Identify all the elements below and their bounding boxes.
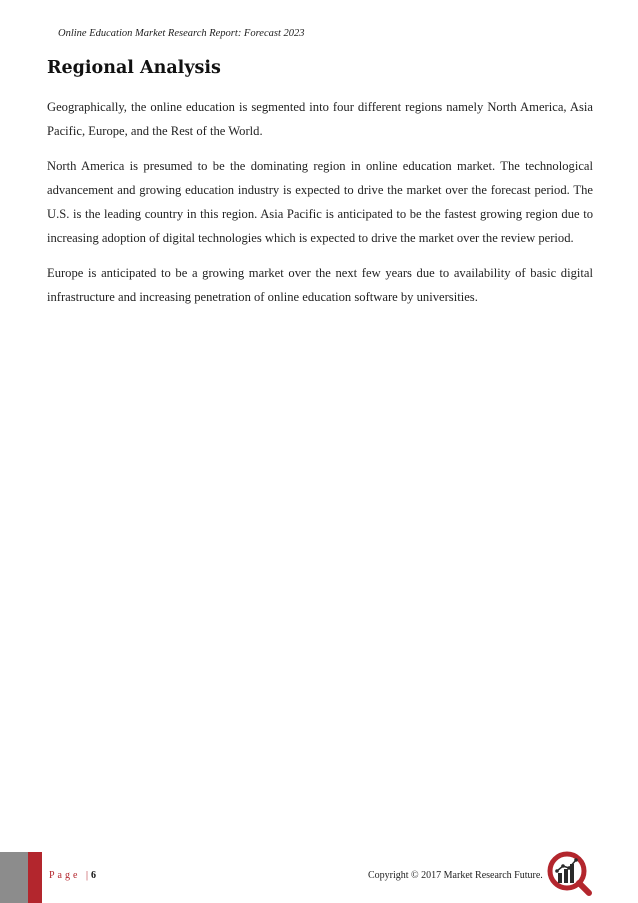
page-word: Page: [49, 870, 81, 881]
paragraph-europe: Europe is anticipated to be a growing market over the next few years due to availability of basic digital infrastructure and increasing penetration of online education software by universities.: [47, 266, 593, 304]
running-header: Online Education Market Research Report: Forecast 2023: [58, 28, 305, 39]
section-title: Regional Analysis: [47, 58, 221, 78]
footer-grey-bar: [0, 852, 28, 903]
body-text: [47, 95, 593, 320]
paragraph-regions: Geographically, the online education is segmented into four different regions namely North America, Asia Pacific, Europe, and the Rest of the World.: [47, 100, 593, 138]
page-number: 6: [90, 870, 96, 881]
footer-red-bar: [28, 852, 42, 903]
paragraph-north-america: North America is presumed to be the dominating region in online education market. The technological advancement and growing education industry is expected to drive the market over the forecast period. The U.S. is the leading country in this region. Asia Pacific is anticipated to be the fastest growing region due to increasing adoption of digital technologies which is expected to drive the market over the review period.: [47, 159, 593, 245]
copyright-notice: Copyright © 2017 Market Research Future.: [368, 870, 543, 881]
market-research-future-logo-icon: [545, 851, 595, 896]
page-separator: |: [85, 870, 88, 881]
page-number-label: [49, 870, 96, 881]
